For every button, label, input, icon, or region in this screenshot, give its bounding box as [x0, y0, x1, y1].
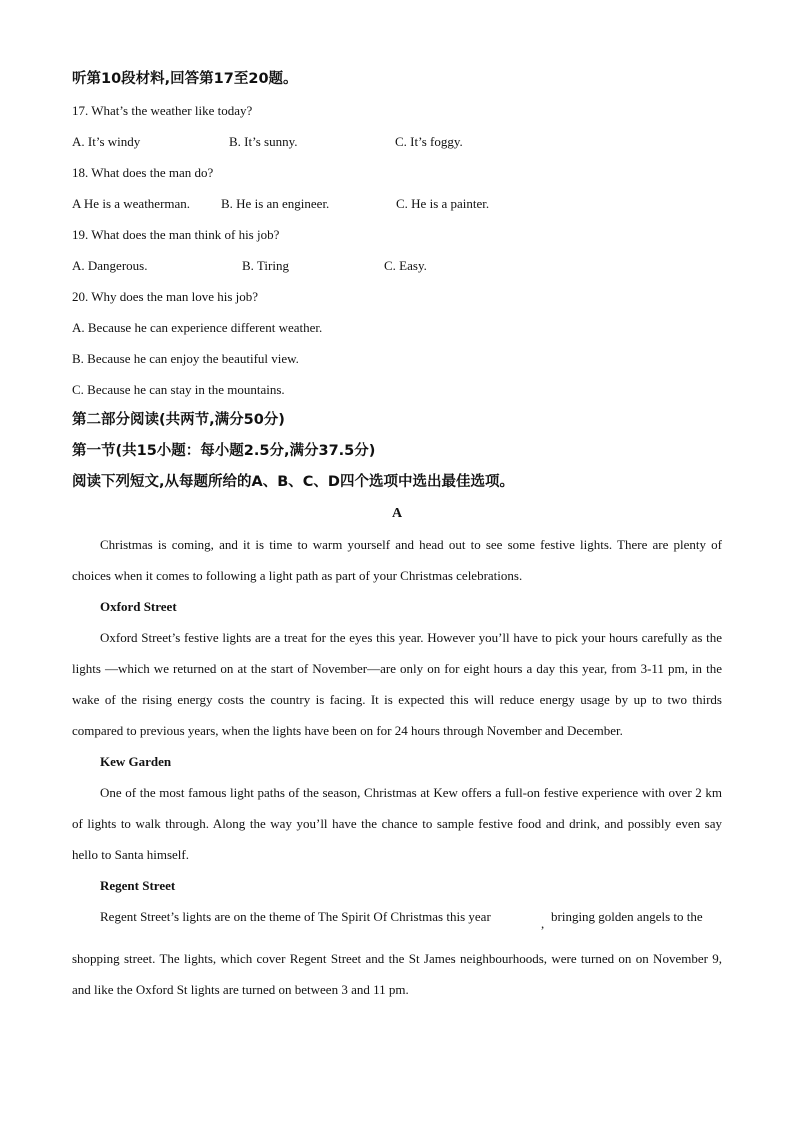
section-header: 听第10段材料,回答第17至20题。	[72, 71, 298, 87]
option-18c: C. He is a painter.	[396, 196, 490, 211]
option-19b: B. Tiring	[242, 258, 289, 273]
question-20: 20. Why does the man love his job?	[72, 289, 259, 304]
option-20c: C. Because he can stay in the mountains.	[72, 382, 285, 397]
options-17	[72, 126, 722, 157]
part2-title: 第二部分阅读(共两节,满分50分)	[72, 412, 285, 428]
options-19	[72, 250, 722, 281]
option-17c: C. It’s foggy.	[395, 134, 463, 149]
oxford-street-text: Oxford Street’s festive lights are a treat for the eyes this year. However you’ll have to pick your hours carefully as the lights —which we returned on at the start of November—are only on for eight hours a day this year, from 3-11 pm, in the wake of the rising energy costs the country is facing. It is expected this will reduce energy usage by up to two thirds compared to previous years, when the lights have been on for 24 hours through November and December.	[72, 630, 722, 738]
option-20b: B. Because he can enjoy the beautiful view.	[72, 351, 299, 366]
question-18: 18. What does the man do?	[72, 165, 214, 180]
options-18	[72, 188, 722, 219]
option-17a: A. It’s windy	[72, 134, 141, 149]
section1-title: 第一节(共15小题：每小题2.5分,满分37.5分)	[72, 443, 376, 459]
reading-instruction: 阅读下列短文,从每题所给的A、B、C、D四个选项中选出最佳选项。	[72, 474, 514, 490]
kew-garden-heading: Kew Garden	[100, 754, 172, 769]
passage-intro: Christmas is coming, and it is time to warm yourself and head out to see some festive lights. There are plenty of choices when it comes to following a light path as part of your Christmas celebrations.	[72, 537, 722, 583]
regent-street-heading: Regent Street	[100, 878, 176, 893]
passage-label: A	[391, 506, 403, 521]
option-17b: B. It’s sunny.	[229, 134, 298, 149]
document-page	[72, 64, 722, 1005]
regent-street-line1: Regent Street’s lights are on the theme of The Spirit Of Christmas this year , bringing golden angels to the	[100, 909, 703, 931]
oxford-street-heading: Oxford Street	[100, 599, 177, 614]
kew-garden-text: One of the most famous light paths of the season, Christmas at Kew offers a full-on festive experience with over 2 km of lights to walk through. Along the way you’ll have the chance to sample festive food and drink, and possibly even say hello to Santa himself.	[72, 785, 722, 862]
regent-street-text: shopping street. The lights, which cover Regent Street and the St James neighbourhoods, were turned on on November 9, and like the Oxford St lights are turned on between 3 and 11 pm.	[72, 951, 722, 997]
option-20a: A. Because he can experience different weather.	[72, 320, 323, 335]
option-18b: B. He is an engineer.	[221, 196, 330, 211]
question-19: 19. What does the man think of his job?	[72, 227, 280, 242]
option-19c: C. Easy.	[384, 258, 427, 273]
option-19a: A. Dangerous.	[72, 258, 148, 273]
option-18a: A He is a weatherman.	[72, 196, 191, 211]
question-17: 17. What’s the weather like today?	[72, 103, 253, 118]
